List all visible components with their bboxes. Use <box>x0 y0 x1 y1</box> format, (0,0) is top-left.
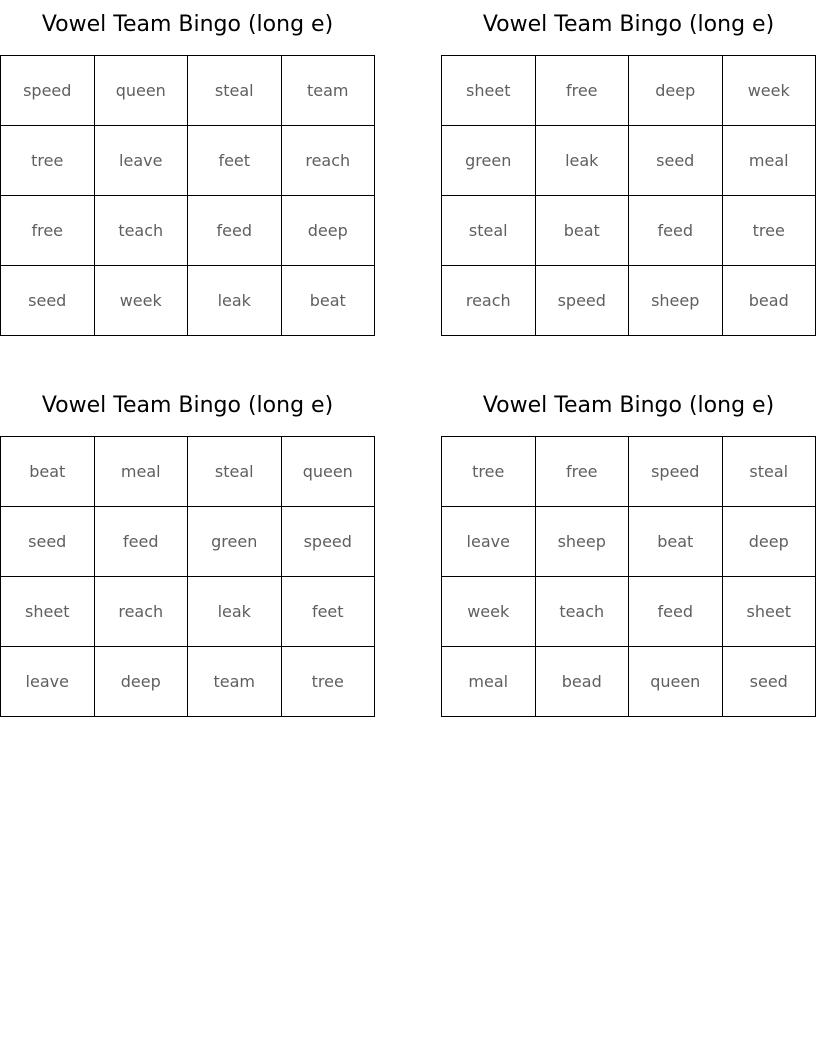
bingo-cell: steal <box>442 196 536 266</box>
bingo-grid <box>441 55 816 336</box>
bingo-cell: week <box>722 56 816 126</box>
bingo-cell: deep <box>722 507 816 577</box>
bingo-cell: feet <box>188 126 282 196</box>
bingo-cell: team <box>188 647 282 717</box>
bingo-cell: beat <box>1 437 95 507</box>
bingo-cell: bead <box>535 647 629 717</box>
bingo-cell: reach <box>281 126 375 196</box>
bingo-cell: green <box>188 507 282 577</box>
bingo-cell: queen <box>629 647 723 717</box>
grid-row <box>1 56 375 126</box>
bingo-cell: deep <box>94 647 188 717</box>
bingo-cell: tree <box>281 647 375 717</box>
bingo-cell: sheep <box>629 266 723 336</box>
bingo-grid <box>441 436 816 717</box>
bingo-cell: queen <box>94 56 188 126</box>
grid-row <box>1 577 375 647</box>
bingo-cell: seed <box>629 126 723 196</box>
bingo-card-3 <box>0 381 375 691</box>
grid-row <box>442 56 816 126</box>
bingo-cell: steal <box>188 56 282 126</box>
bingo-cell: tree <box>1 126 95 196</box>
grid-row <box>442 507 816 577</box>
card-title: Vowel Team Bingo (long e) <box>41 12 334 37</box>
bingo-cell: feed <box>188 196 282 266</box>
bingo-cell: seed <box>1 507 95 577</box>
bingo-card-1 <box>0 0 375 310</box>
bingo-cell: beat <box>281 266 375 336</box>
bingo-grid <box>0 436 375 717</box>
grid-row <box>1 507 375 577</box>
bingo-cell: week <box>94 266 188 336</box>
bingo-cell: speed <box>535 266 629 336</box>
bingo-cell: week <box>442 577 536 647</box>
grid-row <box>442 266 816 336</box>
bingo-cell: reach <box>442 266 536 336</box>
bingo-cell: seed <box>1 266 95 336</box>
bingo-cell: meal <box>442 647 536 717</box>
grid-row <box>442 647 816 717</box>
bingo-cell: beat <box>535 196 629 266</box>
grid-row <box>1 647 375 717</box>
bingo-cell: green <box>442 126 536 196</box>
grid-row <box>442 437 816 507</box>
bingo-cell: team <box>281 56 375 126</box>
bingo-cell: speed <box>1 56 95 126</box>
bingo-cell: feed <box>629 196 723 266</box>
grid-row <box>1 437 375 507</box>
bingo-cell: free <box>1 196 95 266</box>
grid-row <box>1 266 375 336</box>
bingo-cell: reach <box>94 577 188 647</box>
bingo-cell: sheet <box>1 577 95 647</box>
bingo-card-2 <box>441 0 816 310</box>
bingo-cell: bead <box>722 266 816 336</box>
bingo-cell: sheet <box>442 56 536 126</box>
bingo-cell: speed <box>281 507 375 577</box>
bingo-cell: deep <box>629 56 723 126</box>
card-title: Vowel Team Bingo (long e) <box>482 393 775 418</box>
bingo-cell: tree <box>722 196 816 266</box>
bingo-cell: speed <box>629 437 723 507</box>
card-title: Vowel Team Bingo (long e) <box>482 12 775 37</box>
bingo-cell: leak <box>188 577 282 647</box>
grid-row <box>1 126 375 196</box>
grid-row <box>442 577 816 647</box>
bingo-cell: leave <box>1 647 95 717</box>
bingo-cell: beat <box>629 507 723 577</box>
bingo-cell: meal <box>94 437 188 507</box>
bingo-cell: free <box>535 437 629 507</box>
bingo-cell: deep <box>281 196 375 266</box>
bingo-cell: leak <box>188 266 282 336</box>
bingo-cell: free <box>535 56 629 126</box>
bingo-cell: feed <box>629 577 723 647</box>
bingo-cell: sheep <box>535 507 629 577</box>
bingo-cell: teach <box>94 196 188 266</box>
card-title: Vowel Team Bingo (long e) <box>41 393 334 418</box>
bingo-cell: tree <box>442 437 536 507</box>
bingo-cell: queen <box>281 437 375 507</box>
bingo-cell: feed <box>94 507 188 577</box>
bingo-cell: steal <box>722 437 816 507</box>
bingo-cell: steal <box>188 437 282 507</box>
bingo-card-4 <box>441 381 816 691</box>
bingo-grid <box>0 55 375 336</box>
bingo-cell: feet <box>281 577 375 647</box>
bingo-cell: seed <box>722 647 816 717</box>
grid-row <box>442 196 816 266</box>
bingo-cell: leave <box>94 126 188 196</box>
bingo-cell: meal <box>722 126 816 196</box>
bingo-cell: leak <box>535 126 629 196</box>
bingo-cell: teach <box>535 577 629 647</box>
grid-row <box>442 126 816 196</box>
grid-row <box>1 196 375 266</box>
bingo-cell: leave <box>442 507 536 577</box>
bingo-cell: sheet <box>722 577 816 647</box>
